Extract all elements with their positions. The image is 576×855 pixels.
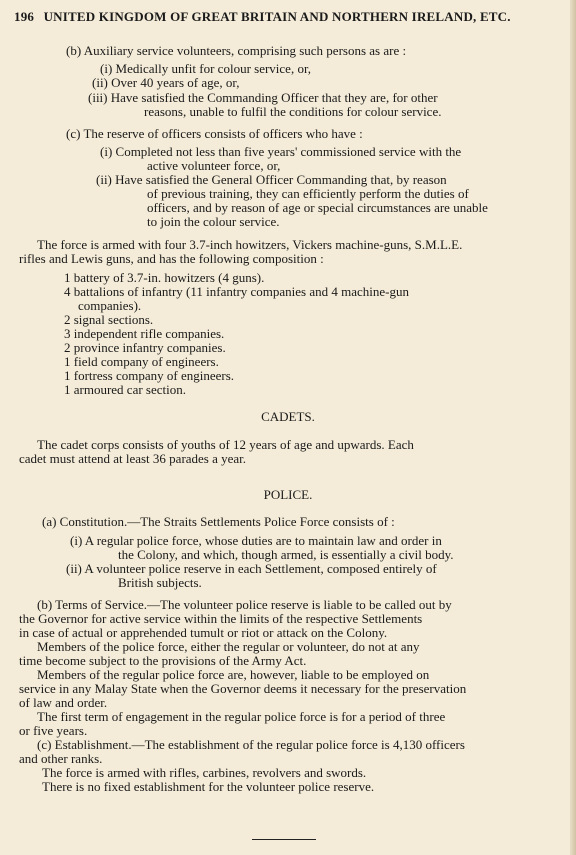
text-line: 1 armoured car section.: [64, 382, 187, 397]
text-line: companies).: [78, 298, 142, 313]
text-line: time become subject to the provisions of the Army Act.: [19, 653, 307, 668]
text-line: The force is armed with four 3.7-inch howitzers, Vickers machine-guns, S.M.L.E.: [37, 237, 463, 252]
text-line: The force is armed with rifles, carbines, revolvers and swords.: [42, 765, 367, 780]
section-heading-police: POLICE.: [263, 487, 313, 502]
text-line: (b) Terms of Service.—The volunteer police reserve is liable to be called out by: [37, 597, 452, 612]
text-line: (a) Constitution.—The Straits Settlements Police Force consists of :: [42, 514, 395, 529]
text-line: active volunteer force, or,: [147, 158, 281, 173]
footer-rule: [252, 839, 316, 840]
text-line: rifles and Lewis guns, and has the following composition :: [19, 251, 324, 266]
text-line: 3 independent rifle companies.: [64, 326, 225, 341]
text-line: 2 signal sections.: [64, 312, 154, 327]
text-line: or five years.: [19, 723, 88, 738]
text-line: (i) A regular police force, whose duties are to maintain law and order in: [70, 533, 442, 548]
text-line: 1 fortress company of engineers.: [64, 368, 235, 383]
text-line: the Colony, and which, though armed, is essentially a civil body.: [118, 547, 454, 562]
text-line: in case of actual or apprehended tumult or riot or attack on the Colony.: [19, 625, 388, 640]
text-line: (ii) A volunteer police reserve in each Settlement, composed entirely of: [66, 561, 437, 576]
text-line: British subjects.: [118, 575, 202, 590]
text-line: reasons, unable to fulfil the conditions for colour service.: [144, 104, 442, 119]
text-line: Members of the police force, either the regular or volunteer, do not at any: [37, 639, 420, 654]
text-line: cadet must attend at least 36 parades a year.: [19, 451, 247, 466]
text-line: and other ranks.: [19, 751, 103, 766]
text-line: The first term of engagement in the regular police force is for a period of three: [37, 709, 446, 724]
text-line: (c) Establishment.—The establishment of the regular police force is 4,130 officers: [37, 737, 465, 752]
text-line: (b) Auxiliary service volunteers, comprising such persons as are :: [66, 43, 407, 58]
header-title: UNITED KINGDOM OF GREAT BRITAIN AND NORTHERN IRELAND, ETC.: [43, 9, 511, 24]
text-line: (i) Medically unfit for colour service, or,: [100, 61, 312, 76]
text-line: (i) Completed not less than five years' commissioned service with the: [100, 144, 462, 159]
text-line: of law and order.: [19, 695, 108, 710]
section-heading-cadets: CADETS.: [261, 409, 315, 424]
text-line: to join the colour service.: [147, 214, 280, 229]
text-line: Members of the regular police force are, however, liable to be employed on: [37, 667, 430, 682]
page-edge-shadow: [570, 0, 576, 855]
text-line: The cadet corps consists of youths of 12 years of age and upwards. Each: [37, 437, 414, 452]
page-number: 196: [14, 9, 35, 24]
text-line: (iii) Have satisfied the Commanding Officer that they are, for other: [88, 90, 438, 105]
text-line: (ii) Over 40 years of age, or,: [92, 75, 240, 90]
text-line: 1 battery of 3.7-in. howitzers (4 guns).: [64, 270, 265, 285]
text-line: of previous training, they can efficiently perform the duties of: [147, 186, 469, 201]
text-line: the Governor for active service within the limits of the respective Settlements: [19, 611, 423, 626]
text-line: 2 province infantry companies.: [64, 340, 226, 355]
text-line: 1 field company of engineers.: [64, 354, 219, 369]
text-line: (c) The reserve of officers consists of officers who have :: [66, 126, 363, 141]
text-line: service in any Malay State when the Governor deems it necessary for the preservation: [19, 681, 467, 696]
text-line: (ii) Have satisfied the General Officer Commanding that, by reason: [96, 172, 447, 187]
running-header: [14, 9, 564, 25]
text-line: There is no fixed establishment for the volunteer police reserve.: [42, 779, 375, 794]
text-line: officers, and by reason of age or special circumstances are unable: [147, 200, 488, 215]
text-line: 4 battalions of infantry (11 infantry companies and 4 machine-gun: [64, 284, 410, 299]
